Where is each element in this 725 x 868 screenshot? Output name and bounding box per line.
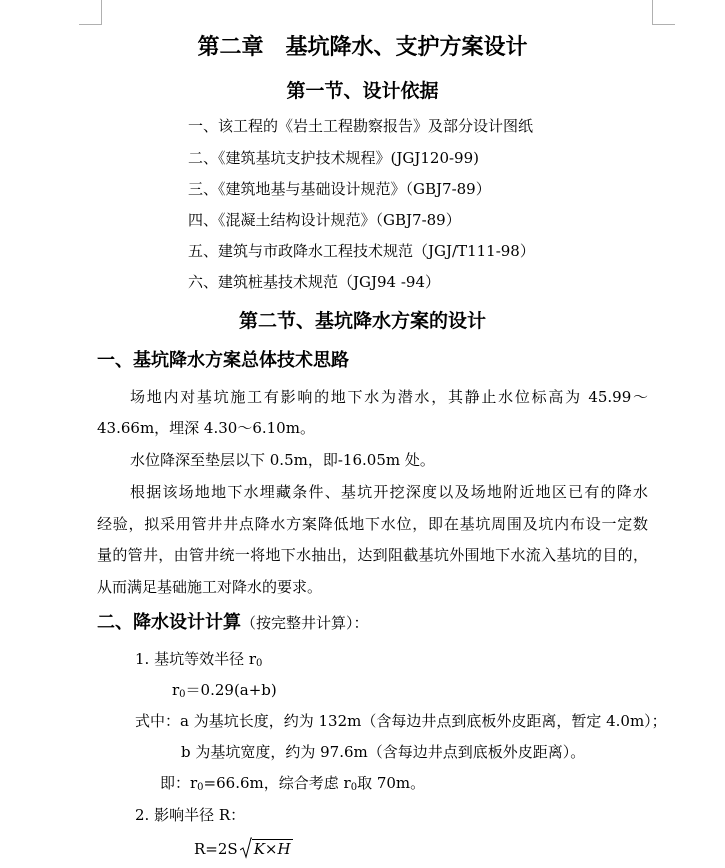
subscript-0: 0: [179, 689, 186, 700]
section2-title: 第二节、基坑降水方案的设计: [238, 310, 486, 332]
paragraph1-line2: 43.66m，埋深 4.30～6.10m。: [97, 419, 315, 437]
subscript-0: 0: [197, 782, 204, 793]
part2-heading: 二、降水设计计算: [97, 612, 241, 633]
result-middle: =66.6m，综合考虑 r: [203, 774, 351, 792]
part1-heading: 一、基坑降水方案总体技术思路: [97, 350, 349, 371]
result-suffix: 取 70m。: [357, 774, 426, 792]
where-b-definition: b 为基坑宽度，约为 97.6m（含每边井点到底板外皮距离）。: [181, 743, 586, 761]
item2-influence-radius: 2. 影响半径 R：: [135, 806, 246, 824]
result-prefix: 即：r: [160, 774, 198, 792]
paragraph3-line2: 经验，拟采用管井井点降水方案降低地下水位，即在基坑周围及坑内布设一定数: [97, 515, 648, 533]
basis-item-2: 二、《建筑基坑支护技术规程》(JGJ120-99): [188, 149, 480, 167]
basis-item-4: 四、《混凝土结构设计规范》（GBJ7-89）: [188, 211, 461, 229]
formula1-expression: ＝0.29(a+b): [185, 681, 277, 699]
formula-influence-radius: [194, 840, 293, 858]
paragraph3-line3: 量的管井，由管井统一将地下水抽出，达到阻截基坑外围地下水流入基坑的目的，: [97, 546, 648, 564]
chapter-title: 第二章 基坑降水、支护方案设计: [197, 34, 528, 60]
formula-equivalent-radius: [172, 679, 277, 700]
radius-result: [160, 772, 425, 793]
radical-sign-icon: [240, 837, 252, 859]
formula2-radicand: K×H: [253, 840, 291, 858]
page-corner-mark-right: [652, 0, 675, 25]
paragraph1-line1: 场地内对基坑施工有影响的地下水为潜水，其静止水位标高为 45.99～: [130, 388, 648, 406]
basis-item-3: 三、《建筑地基与基础设计规范》（GBJ7-89）: [188, 180, 491, 198]
formula1-r: r: [172, 681, 180, 699]
subscript-0: 0: [350, 782, 358, 793]
page-corner-mark-left: [79, 0, 102, 25]
subscript-0: 0: [256, 658, 263, 669]
basis-item-1: 一、该工程的《岩土工程勘察报告》及部分设计图纸: [188, 117, 534, 135]
item1-label: 1. 基坑等效半径 r: [135, 650, 257, 668]
paragraph3-line1: 根据该场地地下水埋藏条件、基坑开挖深度以及场地附近地区已有的降水: [130, 483, 648, 501]
section1-title: 第一节、设计依据: [286, 80, 439, 102]
where-a-definition: 式中：a 为基坑长度，约为 132m（含每边井点到底板外皮距离，暂定 4.0m）；: [135, 712, 667, 730]
item1-equivalent-radius: [135, 648, 262, 669]
part2-heading-note: （按完整井计算）：: [241, 614, 369, 632]
formula2-prefix: R=2S: [194, 840, 238, 858]
basis-item-5: 五、建筑与市政降水工程技术规范（JGJ/T111-98）: [188, 242, 535, 260]
paragraph3-line4: 从而满足基础施工对降水的要求。: [97, 578, 323, 596]
square-root-icon: [240, 840, 293, 858]
part2-heading-line: [97, 608, 369, 634]
paragraph2: 水位降深至垫层以下 0.5m，即-16.05m 处。: [130, 451, 435, 469]
basis-item-6: 六、建筑桩基技术规范（JGJ94 -94）: [188, 273, 441, 291]
